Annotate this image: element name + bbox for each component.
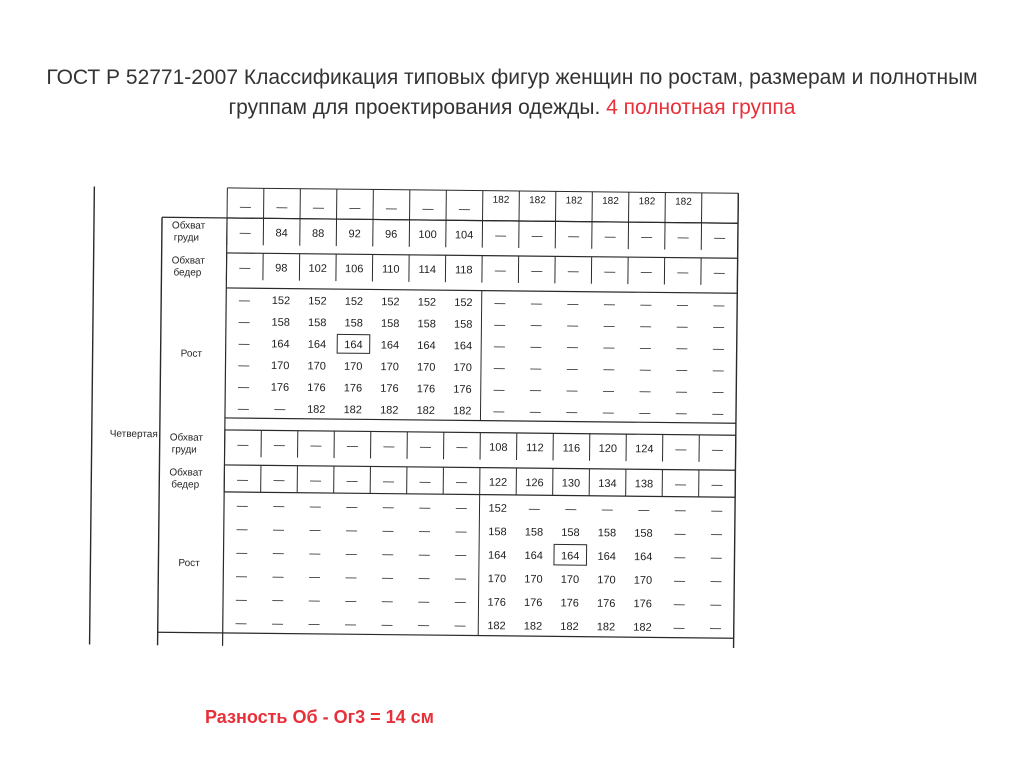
height-lower-value: — xyxy=(418,572,430,585)
height-lower-value: — xyxy=(345,524,358,537)
height-upper-value: 182 xyxy=(343,404,363,417)
hips-upper-value: 114 xyxy=(418,263,437,277)
height-upper-value: — xyxy=(238,337,250,351)
height-upper-value: — xyxy=(639,363,651,376)
hips-upper-value: — xyxy=(494,264,506,277)
chest-upper-value: 84 xyxy=(275,227,288,240)
hips-lower-value: — xyxy=(674,478,687,491)
height-upper-value: 158 xyxy=(307,317,327,330)
height-upper-value: — xyxy=(640,320,652,333)
hips-lower-value: 138 xyxy=(634,478,654,491)
height-upper-value: 158 xyxy=(344,317,363,330)
height-lower-value: — xyxy=(308,618,320,631)
height-lower-value: — xyxy=(236,499,248,513)
hips-label-line2: бедер xyxy=(173,267,202,279)
height-upper-value: — xyxy=(567,298,579,311)
height-lower-value: 176 xyxy=(633,598,653,611)
hips-lower-value: — xyxy=(346,475,358,488)
hips-lower-value: 122 xyxy=(488,476,508,489)
top-strip-value: 182 xyxy=(675,196,692,208)
height-upper-value: 164 xyxy=(453,340,473,353)
height-lower-value: — xyxy=(236,523,248,536)
top-strip-dash: — xyxy=(312,201,324,214)
height-lower-value: — xyxy=(272,570,284,583)
chest-lower-value: 120 xyxy=(598,442,618,456)
height-lower-value: 170 xyxy=(524,573,543,586)
height-lower-value: — xyxy=(674,551,686,564)
chest-upper-value: 92 xyxy=(348,228,361,241)
height-upper-value: — xyxy=(566,363,578,376)
height-upper-value: — xyxy=(494,297,506,310)
height-lower-value: — xyxy=(454,619,466,632)
hips-upper-value: 106 xyxy=(345,263,364,276)
height-lower-value: — xyxy=(345,595,357,608)
height-lower-value: — xyxy=(673,575,686,588)
height-lower-value: — xyxy=(309,547,321,560)
height-lower-value: — xyxy=(346,501,358,514)
chest-upper-value: — xyxy=(568,230,580,243)
chest-upper-value: — xyxy=(239,227,251,240)
height-upper-value: — xyxy=(603,320,615,333)
chest-lower-value: — xyxy=(310,439,322,452)
chest-lower-value: — xyxy=(237,439,249,452)
height-lower-value: 152 xyxy=(488,502,508,515)
height-lower-value: — xyxy=(271,617,284,630)
height-upper-value: 176 xyxy=(270,381,290,394)
chest-upper-value: — xyxy=(677,231,689,244)
height-upper-value: — xyxy=(530,319,542,332)
height-upper-value: 170 xyxy=(380,361,399,374)
height-lower-value: 176 xyxy=(560,597,580,610)
height-upper-value: 152 xyxy=(381,296,400,309)
hips-upper-value: — xyxy=(239,262,251,275)
height-lower-value: — xyxy=(710,528,723,541)
chest-lower-value: 124 xyxy=(635,443,654,456)
height-upper-value: — xyxy=(676,299,688,312)
height-upper-value: 152 xyxy=(308,295,327,308)
height-lower-value: — xyxy=(235,570,248,583)
height-lower-value: — xyxy=(674,504,686,517)
hips-upper-value: — xyxy=(567,265,579,278)
height-label: Рост xyxy=(180,348,203,360)
height-lower-value: 164 xyxy=(561,550,580,563)
height-upper-value: — xyxy=(712,386,724,399)
top-strip-dash: — xyxy=(276,201,288,214)
height-lower-value: — xyxy=(417,619,430,632)
height-lower-value: — xyxy=(454,572,467,585)
height-upper-value: — xyxy=(603,363,615,376)
height-upper-value: — xyxy=(602,385,615,398)
height-upper-value: — xyxy=(493,340,506,353)
slide-title-highlight: 4 полнотная группа xyxy=(606,96,796,119)
height-upper-value: 170 xyxy=(343,360,363,373)
top-strip-value: 182 xyxy=(602,195,619,208)
hips-upper-value: 110 xyxy=(381,263,400,276)
chest-upper-value: — xyxy=(604,230,616,243)
height-lower-value: — xyxy=(382,548,394,561)
height-upper-value: — xyxy=(675,385,688,399)
height-upper-value: 152 xyxy=(454,296,473,310)
height-upper-value: — xyxy=(237,402,249,416)
height-lower-value: — xyxy=(710,551,722,565)
height-lower-value: — xyxy=(419,501,431,514)
chest-label-line1: Обхват xyxy=(169,432,204,444)
height-upper-value: — xyxy=(712,407,724,421)
height-upper-value: 152 xyxy=(271,294,291,308)
height-upper-value: — xyxy=(493,362,505,375)
height-lower-value: — xyxy=(345,571,357,584)
height-lower-value: — xyxy=(418,525,431,538)
height-lower-value: — xyxy=(673,598,685,611)
chest-lower-value: — xyxy=(675,443,687,456)
height-lower-value: 164 xyxy=(597,550,617,563)
height-lower-value: — xyxy=(418,548,430,561)
height-upper-value: 164 xyxy=(307,338,327,351)
height-lower-value: — xyxy=(455,549,467,562)
top-strip-dash: — xyxy=(458,203,470,216)
height-lower-value: 182 xyxy=(633,621,652,634)
height-upper-value: 158 xyxy=(417,318,436,331)
hips-lower-value: 126 xyxy=(525,477,544,490)
top-strip-value: 182 xyxy=(492,194,510,206)
top-strip-dash: — xyxy=(239,201,251,214)
hips-upper-value: 118 xyxy=(454,264,473,277)
height-upper-value: 182 xyxy=(380,404,399,417)
height-lower-value: 158 xyxy=(634,527,653,540)
height-upper-value: — xyxy=(639,385,651,398)
height-lower-value: — xyxy=(272,594,284,607)
hips-lower-value: — xyxy=(273,474,285,487)
hips-upper-value: — xyxy=(713,267,725,280)
group-label: Четвертая xyxy=(109,428,158,441)
height-upper-value: — xyxy=(713,321,725,334)
chest-upper-value: — xyxy=(641,231,653,244)
height-upper-value: 158 xyxy=(453,318,473,331)
height-lower-value: — xyxy=(344,618,357,631)
height-upper-value: — xyxy=(274,403,286,416)
height-lower-value: — xyxy=(418,595,430,608)
chest-lower-value: 108 xyxy=(489,441,508,454)
height-upper-value: — xyxy=(713,299,725,312)
height-lower-value: 176 xyxy=(597,597,616,610)
table-drawing xyxy=(88,180,760,648)
scanned-table xyxy=(88,180,760,648)
height-upper-value: — xyxy=(529,406,541,419)
difference-note: Разность Об - Ог3 = 14 см xyxy=(205,707,434,727)
height-label: Рост xyxy=(178,557,200,570)
top-strip-dash: — xyxy=(385,202,397,215)
hips-lower-value: — xyxy=(711,479,723,492)
height-upper-value: — xyxy=(712,342,725,356)
slide-title xyxy=(40,63,984,123)
height-upper-value: 182 xyxy=(307,403,326,416)
height-upper-value: — xyxy=(675,407,687,420)
height-lower-value: 170 xyxy=(560,573,580,587)
hips-upper-value: — xyxy=(640,266,652,279)
chest-lower-value: 116 xyxy=(562,442,581,455)
height-upper-value: — xyxy=(238,359,250,372)
height-lower-value: — xyxy=(236,546,248,560)
top-strip-dash: — xyxy=(349,202,361,215)
height-upper-value: — xyxy=(530,297,542,310)
height-lower-value: 170 xyxy=(633,574,653,587)
height-lower-value: 158 xyxy=(561,526,580,540)
hips-upper-value: 98 xyxy=(275,262,288,275)
chest-upper-value: 104 xyxy=(454,229,474,242)
height-lower-value: — xyxy=(711,504,723,518)
height-upper-value: 176 xyxy=(416,383,436,396)
height-lower-value: 158 xyxy=(524,526,544,539)
height-lower-value: 164 xyxy=(488,549,507,562)
height-upper-value: 170 xyxy=(271,359,290,373)
chest-lower-value: — xyxy=(456,441,468,454)
chest-lower-value: — xyxy=(273,439,285,452)
height-upper-value: — xyxy=(566,406,578,419)
hips-lower-value: — xyxy=(236,474,249,487)
height-upper-value: — xyxy=(529,384,542,397)
height-upper-value: 176 xyxy=(307,382,326,395)
height-lower-value: — xyxy=(710,598,722,612)
height-upper-value: 164 xyxy=(271,338,290,351)
height-lower-value: 182 xyxy=(596,621,616,634)
top-strip-value: 182 xyxy=(638,196,656,208)
height-upper-value: 152 xyxy=(417,296,437,309)
height-lower-value: — xyxy=(638,504,650,517)
height-upper-value: — xyxy=(602,406,614,419)
height-upper-value: — xyxy=(494,318,506,332)
height-upper-value: 176 xyxy=(453,383,472,396)
height-lower-value: 182 xyxy=(560,620,579,634)
height-upper-value: — xyxy=(530,362,542,375)
height-lower-value: — xyxy=(345,548,357,561)
slide-title-main: ГОСТ Р 52771-2007 Классификация типовых фигур женщин по ростам, размерам и полнотным группам для проектирования одежды. xyxy=(46,66,978,119)
chest-lower-value: 112 xyxy=(526,442,544,455)
height-lower-value: 176 xyxy=(524,596,543,610)
height-upper-value: 164 xyxy=(380,339,400,352)
height-upper-value: — xyxy=(676,320,688,334)
height-lower-value: — xyxy=(382,524,394,538)
height-lower-value: 164 xyxy=(524,549,544,563)
height-upper-value: 152 xyxy=(344,295,364,308)
height-upper-value: — xyxy=(566,341,579,354)
height-lower-value: — xyxy=(235,617,247,630)
height-upper-value: — xyxy=(676,364,688,377)
height-lower-value: — xyxy=(272,547,284,560)
top-strip-dash: — xyxy=(422,202,434,216)
height-upper-value: 164 xyxy=(344,339,363,352)
chest-label-line1: Обхват xyxy=(171,220,206,232)
height-lower-value: — xyxy=(565,503,577,516)
hips-lower-value: — xyxy=(382,475,395,488)
hips-label-line1: Обхват xyxy=(171,255,205,267)
height-lower-value: — xyxy=(235,593,247,607)
height-lower-value: — xyxy=(454,596,466,609)
hips-upper-value: — xyxy=(677,266,689,279)
hips-lower-value: — xyxy=(419,475,431,489)
chest-lower-value: — xyxy=(346,440,358,453)
hips-lower-value: — xyxy=(309,474,322,487)
hips-label-line1: Обхват xyxy=(169,467,203,479)
height-upper-value: 158 xyxy=(271,316,290,329)
height-upper-value: 182 xyxy=(416,404,436,418)
chest-upper-value: 88 xyxy=(311,227,325,240)
height-upper-value: 170 xyxy=(453,361,472,375)
chest-lower-value: — xyxy=(419,440,431,454)
height-upper-value: — xyxy=(639,342,652,355)
height-lower-value: — xyxy=(272,523,285,536)
chest-upper-value: 100 xyxy=(418,228,437,242)
chest-upper-value: — xyxy=(531,230,543,243)
height-upper-value: — xyxy=(567,319,579,332)
height-lower-value: — xyxy=(455,502,467,515)
chest-upper-value: 96 xyxy=(384,228,398,241)
height-upper-value: — xyxy=(493,405,505,418)
height-lower-value: — xyxy=(709,622,722,635)
height-upper-value: 170 xyxy=(416,361,436,374)
hips-lower-value: 134 xyxy=(598,477,617,491)
height-lower-value: — xyxy=(308,571,321,584)
height-upper-value: — xyxy=(603,298,615,311)
height-upper-value: — xyxy=(640,298,652,311)
height-lower-value: — xyxy=(601,503,613,516)
height-upper-value: 158 xyxy=(380,317,400,331)
hips-upper-value: — xyxy=(604,265,616,278)
height-lower-value: 182 xyxy=(487,620,506,633)
height-upper-value: — xyxy=(238,294,250,307)
height-lower-value: 182 xyxy=(523,620,543,633)
height-lower-value: — xyxy=(381,571,394,585)
height-lower-value: — xyxy=(381,595,393,608)
hips-upper-value: 102 xyxy=(308,262,328,275)
height-upper-value: 182 xyxy=(453,405,472,418)
height-lower-value: — xyxy=(455,525,467,538)
chest-upper-value: — xyxy=(495,229,507,242)
height-lower-value: 170 xyxy=(487,573,507,586)
height-lower-value: — xyxy=(273,500,285,513)
chest-lower-value: — xyxy=(711,444,723,457)
height-lower-value: — xyxy=(309,524,321,537)
height-upper-value: — xyxy=(493,383,505,397)
chest-label-line2: груди xyxy=(171,444,197,456)
hips-lower-value: — xyxy=(455,476,468,489)
height-lower-value: — xyxy=(673,622,685,635)
height-lower-value: 164 xyxy=(634,551,653,564)
height-upper-value: — xyxy=(639,407,651,420)
height-lower-value: — xyxy=(381,618,393,632)
height-upper-value: — xyxy=(603,341,615,354)
chest-label-line2: груди xyxy=(173,232,200,244)
height-lower-value: 158 xyxy=(488,526,507,539)
height-upper-value: — xyxy=(676,342,688,355)
top-strip-value: 182 xyxy=(529,195,546,207)
height-upper-value: — xyxy=(237,381,250,394)
top-strip-value: 182 xyxy=(565,195,583,207)
height-upper-value: 170 xyxy=(307,360,326,373)
height-upper-value: — xyxy=(566,384,578,397)
height-upper-value: — xyxy=(530,341,542,354)
chest-lower-value: — xyxy=(383,440,395,453)
height-upper-value: — xyxy=(712,364,724,377)
hips-lower-value: 130 xyxy=(561,477,581,490)
height-lower-value: — xyxy=(710,575,722,588)
height-lower-value: — xyxy=(309,500,321,513)
height-upper-value: 176 xyxy=(343,382,363,395)
height-lower-value: — xyxy=(308,594,320,607)
height-lower-value: 176 xyxy=(487,596,507,609)
height-lower-value: — xyxy=(382,501,394,514)
height-lower-value: — xyxy=(674,528,686,541)
height-lower-value: 158 xyxy=(597,527,617,540)
height-upper-value: — xyxy=(238,316,250,329)
height-upper-value: 176 xyxy=(380,382,399,395)
height-lower-value: — xyxy=(528,503,540,516)
height-upper-value: 164 xyxy=(417,339,436,353)
hips-label-line2: бедер xyxy=(171,479,200,491)
height-lower-value: 170 xyxy=(597,574,616,587)
chest-upper-value: — xyxy=(714,232,726,245)
hips-upper-value: — xyxy=(531,265,543,278)
